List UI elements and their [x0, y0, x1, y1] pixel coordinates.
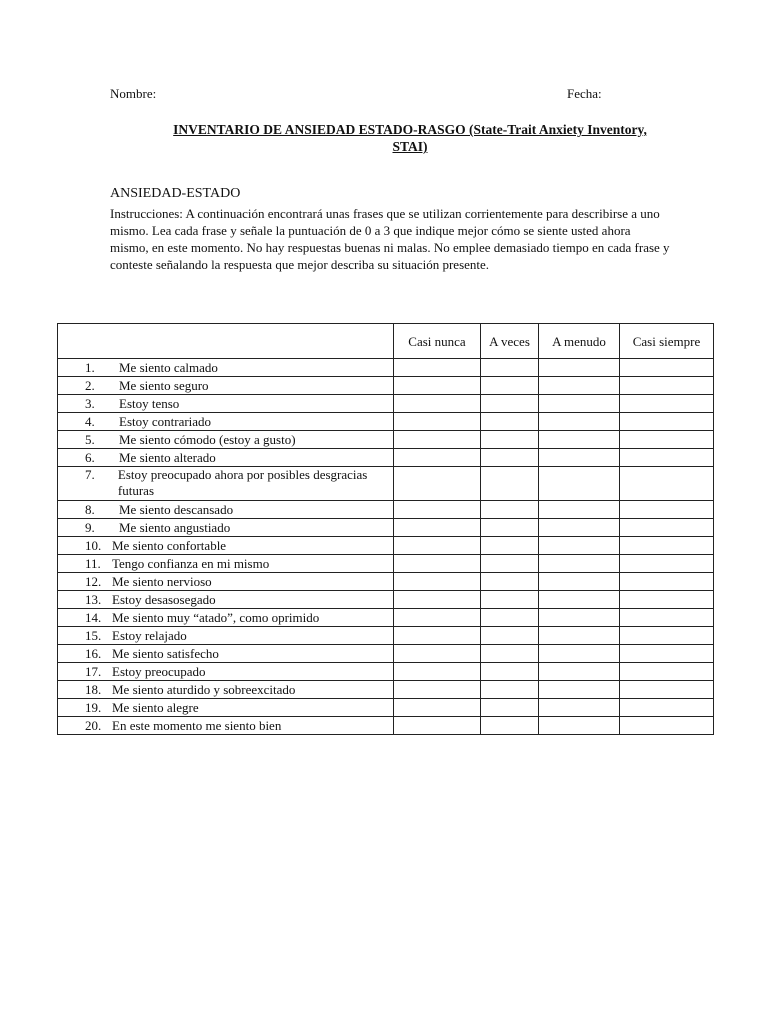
answer-cell-a-menudo[interactable]: [539, 627, 620, 645]
answer-cell-a-veces[interactable]: [481, 359, 539, 377]
answer-cell-casi-siempre[interactable]: [620, 717, 714, 735]
item-cell: [58, 359, 394, 377]
table-row: [58, 699, 714, 717]
item-content: [58, 377, 393, 394]
item-cell: [58, 519, 394, 537]
item-text: Me siento satisfecho: [112, 646, 219, 661]
table-header-row: [58, 324, 714, 359]
name-label: Nombre:: [110, 86, 157, 101]
answer-cell-casi-nunca[interactable]: [394, 501, 481, 519]
instructions-paragraph: Instrucciones: A continuación encontrará unas frases que se utilizan corrientemente para describirse a uno mismo. Lea cada frase y señale la puntuación de 0 a 3 que indique mejor cómo se siente usted ahora mismo, en este momento. No hay respuestas buenas ni malas. No emplee demasiado tiempo en cada frase y conteste señalando la respuesta que mejor describa su situación presente.: [110, 206, 670, 272]
answer-cell-casi-nunca[interactable]: [394, 717, 481, 735]
item-content: [58, 467, 393, 499]
item-cell: [58, 467, 394, 501]
answer-cell-casi-siempre[interactable]: [620, 501, 714, 519]
item-cell: [58, 645, 394, 663]
answer-cell-a-veces[interactable]: [481, 627, 539, 645]
item-cell: [58, 413, 394, 431]
answer-cell-casi-nunca[interactable]: [394, 395, 481, 413]
table-row: [58, 431, 714, 449]
item-content: [58, 717, 393, 734]
answer-cell-casi-siempre[interactable]: [620, 467, 714, 501]
item-cell: [58, 609, 394, 627]
item-text: Estoy relajado: [112, 628, 187, 643]
item-number: 19.: [85, 700, 102, 715]
table-row: [58, 501, 714, 519]
item-content: [58, 609, 393, 626]
title-line-1: INVENTARIO DE ANSIEDAD ESTADO-RASGO (State-Trait Anxiety Inventory,: [173, 122, 647, 137]
table-row: [58, 449, 714, 467]
answer-cell-a-veces[interactable]: [481, 717, 539, 735]
table-row: [58, 537, 714, 555]
item-text: Estoy contrariado: [119, 414, 212, 429]
item-text: En este momento me siento bien: [112, 718, 282, 733]
answer-cell-casi-siempre[interactable]: [620, 573, 714, 591]
item-number: 15.: [85, 628, 102, 643]
item-text: Me siento calmado: [119, 360, 218, 375]
answer-cell-a-menudo[interactable]: [539, 717, 620, 735]
item-cell: [58, 663, 394, 681]
answer-cell-a-menudo[interactable]: [539, 573, 620, 591]
answer-cell-casi-siempre[interactable]: [620, 449, 714, 467]
answer-cell-a-veces[interactable]: [481, 699, 539, 717]
item-number: 10.: [85, 538, 102, 553]
item-text: Me siento descansado: [119, 502, 234, 517]
item-content: [58, 537, 393, 554]
section-heading: ANSIEDAD-ESTADO: [110, 186, 241, 201]
answer-cell-casi-siempre[interactable]: [620, 699, 714, 717]
answer-cell-a-veces[interactable]: [481, 609, 539, 627]
answer-cell-a-menudo[interactable]: [539, 591, 620, 609]
item-number: 6.: [85, 450, 95, 465]
item-cell: [58, 555, 394, 573]
answer-cell-casi-siempre[interactable]: [620, 395, 714, 413]
answer-cell-casi-nunca[interactable]: [394, 591, 481, 609]
answer-cell-a-veces[interactable]: [481, 537, 539, 555]
answer-cell-a-veces[interactable]: [481, 519, 539, 537]
item-number: 9.: [85, 520, 95, 535]
answer-cell-casi-siempre[interactable]: [620, 431, 714, 449]
item-number: 11.: [85, 556, 101, 571]
column-header-casi-nunca: Casi nunca: [394, 324, 481, 359]
item-content: [58, 681, 393, 698]
item-content: [58, 395, 393, 412]
answer-cell-a-veces[interactable]: [481, 413, 539, 431]
answer-cell-casi-siempre[interactable]: [620, 645, 714, 663]
table-row: [58, 591, 714, 609]
table-row: [58, 573, 714, 591]
item-content: [58, 663, 393, 680]
title-line-2: STAI): [392, 139, 428, 154]
item-text: Me siento confortable: [112, 538, 227, 553]
date-label: Fecha:: [567, 86, 602, 101]
answer-cell-a-menudo[interactable]: [539, 377, 620, 395]
item-cell: [58, 449, 394, 467]
item-cell: [58, 699, 394, 717]
answer-cell-casi-nunca[interactable]: [394, 681, 481, 699]
item-cell: [58, 537, 394, 555]
item-number: 5.: [85, 432, 95, 447]
item-content: [58, 359, 393, 376]
column-header-a-veces: A veces: [481, 324, 539, 359]
table-row: [58, 359, 714, 377]
answer-cell-casi-nunca[interactable]: [394, 377, 481, 395]
item-number: 4.: [85, 414, 95, 429]
answer-cell-a-menudo[interactable]: [539, 501, 620, 519]
answer-cell-a-veces[interactable]: [481, 591, 539, 609]
column-header-item: [58, 324, 394, 359]
item-cell: [58, 717, 394, 735]
item-number: 3.: [85, 396, 95, 411]
answer-cell-casi-nunca[interactable]: [394, 519, 481, 537]
answer-cell-casi-siempre[interactable]: [620, 555, 714, 573]
answer-cell-casi-nunca[interactable]: [394, 699, 481, 717]
item-content: [58, 627, 393, 644]
stai-table: [57, 323, 714, 735]
item-content: [58, 645, 393, 662]
answer-cell-casi-nunca[interactable]: [394, 431, 481, 449]
answer-cell-a-veces[interactable]: [481, 663, 539, 681]
answer-cell-casi-siempre[interactable]: [620, 609, 714, 627]
table-row: [58, 663, 714, 681]
table-row: [58, 555, 714, 573]
item-text: Estoy tenso: [119, 396, 180, 411]
item-number: 17.: [85, 664, 102, 679]
answer-cell-casi-siempre[interactable]: [620, 413, 714, 431]
item-cell: [58, 573, 394, 591]
answer-cell-a-veces[interactable]: [481, 645, 539, 663]
table-row: [58, 681, 714, 699]
answer-cell-casi-nunca[interactable]: [394, 413, 481, 431]
item-text: Tengo confianza en mi mismo: [112, 556, 270, 571]
answer-cell-casi-siempre[interactable]: [620, 681, 714, 699]
table-row: [58, 627, 714, 645]
item-number: 16.: [85, 646, 102, 661]
answer-cell-a-menudo[interactable]: [539, 663, 620, 681]
item-number: 18.: [85, 682, 102, 697]
answer-cell-a-menudo[interactable]: [539, 699, 620, 717]
item-content: [58, 431, 393, 448]
answer-cell-a-menudo[interactable]: [539, 413, 620, 431]
item-text: Me siento muy “atado”, como oprimido: [112, 610, 320, 625]
item-text: Estoy preocupado: [112, 664, 206, 679]
item-number: 20.: [85, 718, 102, 733]
item-cell: [58, 591, 394, 609]
answer-cell-a-veces[interactable]: [481, 449, 539, 467]
item-cell: [58, 431, 394, 449]
item-content: [58, 501, 393, 518]
item-number: 13.: [85, 592, 102, 607]
answer-cell-casi-nunca[interactable]: [394, 573, 481, 591]
answer-cell-a-menudo[interactable]: [539, 555, 620, 573]
answer-cell-a-menudo[interactable]: [539, 431, 620, 449]
item-text: Estoy preocupado ahora por posibles desgracias futuras: [117, 467, 368, 498]
answer-cell-a-veces[interactable]: [481, 431, 539, 449]
answer-cell-a-menudo[interactable]: [539, 519, 620, 537]
answer-cell-a-veces[interactable]: [481, 467, 539, 501]
answer-cell-casi-siempre[interactable]: [620, 377, 714, 395]
item-content: [58, 519, 393, 536]
answer-cell-casi-siempre[interactable]: [620, 537, 714, 555]
item-cell: [58, 627, 394, 645]
answer-cell-a-menudo[interactable]: [539, 359, 620, 377]
answer-cell-casi-nunca[interactable]: [394, 645, 481, 663]
item-cell: [58, 377, 394, 395]
item-number: 2.: [85, 378, 95, 393]
item-number: 8.: [85, 502, 95, 517]
table-row: [58, 717, 714, 735]
answer-cell-casi-siempre[interactable]: [620, 359, 714, 377]
item-content: [58, 413, 393, 430]
item-content: [58, 573, 393, 590]
item-text: Me siento seguro: [119, 378, 209, 393]
item-content: [58, 449, 393, 466]
answer-cell-a-menudo[interactable]: [539, 537, 620, 555]
answer-cell-casi-nunca[interactable]: [394, 609, 481, 627]
answer-cell-casi-nunca[interactable]: [394, 449, 481, 467]
item-text: Me siento alegre: [112, 700, 199, 715]
item-number: 14.: [85, 610, 102, 625]
column-header-casi-siempre: Casi siempre: [620, 324, 714, 359]
table-row: [58, 467, 714, 501]
answer-cell-a-veces[interactable]: [481, 395, 539, 413]
answer-cell-a-veces[interactable]: [481, 555, 539, 573]
item-text: Estoy desasosegado: [112, 592, 216, 607]
answer-cell-a-menudo[interactable]: [539, 467, 620, 501]
answer-cell-a-menudo[interactable]: [539, 609, 620, 627]
document-title: [120, 121, 700, 155]
answer-cell-a-veces[interactable]: [481, 573, 539, 591]
answer-cell-casi-siempre[interactable]: [620, 591, 714, 609]
answer-cell-casi-siempre[interactable]: [620, 663, 714, 681]
answer-cell-casi-nunca[interactable]: [394, 663, 481, 681]
answer-cell-casi-nunca[interactable]: [394, 627, 481, 645]
item-text: Me siento angustiado: [119, 520, 231, 535]
answer-cell-a-menudo[interactable]: [539, 395, 620, 413]
item-number: 7.: [85, 467, 95, 482]
table-row: [58, 609, 714, 627]
answer-cell-a-veces[interactable]: [481, 681, 539, 699]
item-text: Me siento nervioso: [112, 574, 212, 589]
answer-cell-casi-siempre[interactable]: [620, 627, 714, 645]
item-cell: [58, 681, 394, 699]
table-row: [58, 645, 714, 663]
answer-cell-casi-siempre[interactable]: [620, 519, 714, 537]
answer-cell-casi-nunca[interactable]: [394, 555, 481, 573]
answer-cell-a-veces[interactable]: [481, 377, 539, 395]
item-content: [58, 591, 393, 608]
answer-cell-casi-nunca[interactable]: [394, 467, 481, 501]
answer-cell-a-menudo[interactable]: [539, 449, 620, 467]
answer-cell-a-menudo[interactable]: [539, 645, 620, 663]
item-text: Me siento cómodo (estoy a gusto): [119, 432, 296, 447]
table-row: [58, 395, 714, 413]
table-row: [58, 413, 714, 431]
item-number: 1.: [85, 360, 95, 375]
table-row: [58, 377, 714, 395]
item-content: [58, 555, 393, 572]
table-body: [58, 359, 714, 735]
column-header-a-menudo: A menudo: [539, 324, 620, 359]
item-text: Me siento alterado: [119, 450, 216, 465]
table-row: [58, 519, 714, 537]
answer-cell-casi-nunca[interactable]: [394, 359, 481, 377]
item-content: [58, 699, 393, 716]
item-cell: [58, 501, 394, 519]
answer-cell-a-veces[interactable]: [481, 501, 539, 519]
item-number: 12.: [85, 574, 102, 589]
answer-cell-a-menudo[interactable]: [539, 681, 620, 699]
item-text: Me siento aturdido y sobreexcitado: [112, 682, 296, 697]
item-cell: [58, 395, 394, 413]
answer-cell-casi-nunca[interactable]: [394, 537, 481, 555]
